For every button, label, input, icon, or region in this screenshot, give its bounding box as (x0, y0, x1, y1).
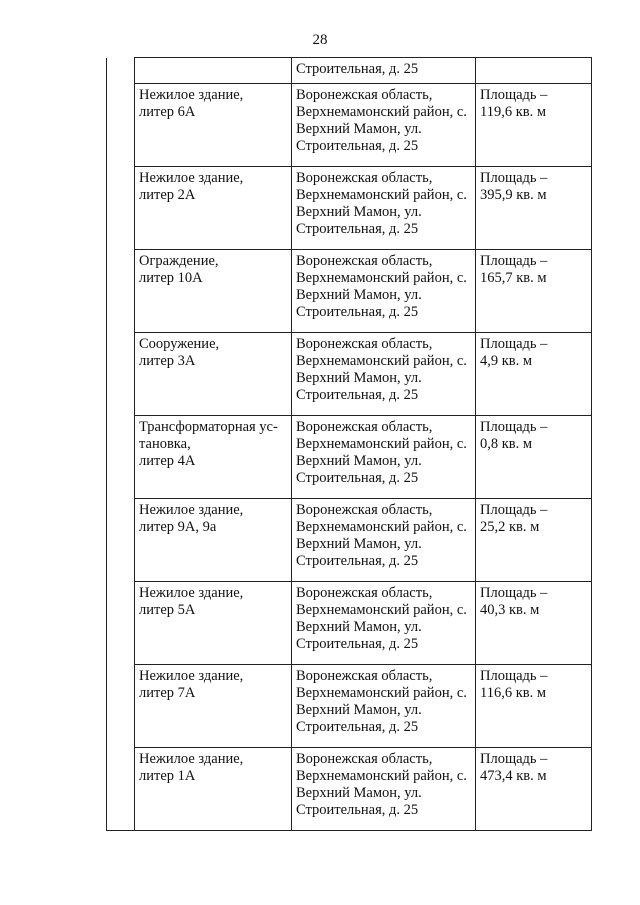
area-line: 25,2 кв. м (480, 519, 540, 535)
name-line: литер 2А (139, 187, 196, 203)
table-row (107, 84, 592, 167)
address-cell (292, 582, 476, 665)
area-line: Площадь – (480, 419, 548, 435)
area-line: Площадь – (480, 253, 548, 269)
property-table (106, 57, 592, 831)
name-line: Нежилое здание, (139, 585, 244, 601)
index-cell (107, 333, 135, 416)
address-line: Верхнемамонский район, с. (296, 353, 467, 369)
address-line: Строительная, д. 25 (296, 221, 419, 237)
area-line: Площадь – (480, 585, 548, 601)
index-cell (107, 499, 135, 582)
area-line: Площадь – (480, 170, 548, 186)
table-row (107, 582, 592, 665)
address-line: Верхний Мамон, ул. (296, 287, 422, 303)
area-line: 395,9 кв. м (480, 187, 547, 203)
address-line: Воронежская область, (296, 585, 433, 601)
area-line: 4,9 кв. м (480, 353, 533, 369)
address-line: Строительная, д. 25 (296, 304, 419, 320)
address-cell (292, 250, 476, 333)
address-line: Воронежская область, (296, 87, 433, 103)
address-line: Верхнемамонский район, с. (296, 519, 467, 535)
name-cell (135, 58, 292, 84)
name-cell (135, 84, 292, 167)
address-line: Воронежская область, (296, 170, 433, 186)
name-line: Нежилое здание, (139, 87, 244, 103)
address-line: Строительная, д. 25 (296, 553, 419, 569)
area-cell (476, 416, 592, 499)
table-row (107, 665, 592, 748)
table-row (107, 499, 592, 582)
address-line: Верхнемамонский район, с. (296, 768, 467, 784)
address-cell (292, 84, 476, 167)
address-cell (292, 665, 476, 748)
index-cell (107, 84, 135, 167)
address-line: Верхний Мамон, ул. (296, 619, 422, 635)
name-line: Нежилое здание, (139, 668, 244, 684)
table-row (107, 167, 592, 250)
area-cell (476, 582, 592, 665)
area-line: 40,3 кв. м (480, 602, 540, 618)
address-line: Верхний Мамон, ул. (296, 204, 422, 220)
area-cell (476, 748, 592, 831)
name-cell (135, 167, 292, 250)
address-line: Верхнемамонский район, с. (296, 187, 467, 203)
name-line: литер 3А (139, 353, 196, 369)
address-line: Строительная, д. 25 (296, 61, 419, 77)
table-row-continuation (107, 58, 592, 84)
index-cell (107, 665, 135, 748)
name-line: Нежилое здание, (139, 502, 244, 518)
address-cell (292, 333, 476, 416)
area-cell (476, 167, 592, 250)
index-cell (107, 250, 135, 333)
address-line: Строительная, д. 25 (296, 636, 419, 652)
address-line: Верхнемамонский район, с. (296, 436, 467, 452)
area-line: 165,7 кв. м (480, 270, 547, 286)
address-line: Строительная, д. 25 (296, 387, 419, 403)
table-row (107, 333, 592, 416)
address-cell (292, 499, 476, 582)
address-line: Воронежская область, (296, 419, 433, 435)
name-cell (135, 499, 292, 582)
index-cell (107, 58, 135, 84)
area-line: Площадь – (480, 502, 548, 518)
address-line: Воронежская область, (296, 336, 433, 352)
name-cell (135, 333, 292, 416)
name-line: литер 7А (139, 685, 196, 701)
index-cell (107, 748, 135, 831)
table-body (107, 58, 592, 831)
index-cell (107, 582, 135, 665)
name-line: Ограждение, (139, 253, 219, 269)
name-line: Нежилое здание, (139, 751, 244, 767)
address-line: Верхнемамонский район, с. (296, 602, 467, 618)
area-line: 473,4 кв. м (480, 768, 547, 784)
area-line: 0,8 кв. м (480, 436, 533, 452)
area-line: Площадь – (480, 87, 548, 103)
address-line: Верхнемамонский район, с. (296, 270, 467, 286)
area-line: Площадь – (480, 751, 548, 767)
address-line: Верхний Мамон, ул. (296, 785, 422, 801)
address-line: Строительная, д. 25 (296, 802, 419, 818)
address-cell (292, 167, 476, 250)
address-line: Верхний Мамон, ул. (296, 536, 422, 552)
name-line: литер 6А (139, 104, 196, 120)
index-cell (107, 416, 135, 499)
name-line: тановка, (139, 436, 191, 452)
area-cell (476, 250, 592, 333)
area-line: Площадь – (480, 336, 548, 352)
area-line: 119,6 кв. м (480, 104, 547, 120)
address-cell (292, 58, 476, 84)
name-cell (135, 416, 292, 499)
address-line: Строительная, д. 25 (296, 719, 419, 735)
address-line: Верхний Мамон, ул. (296, 121, 422, 137)
name-cell (135, 748, 292, 831)
address-line: Верхний Мамон, ул. (296, 702, 422, 718)
name-line: Трансформаторная ус- (139, 419, 278, 435)
area-line: 116,6 кв. м (480, 685, 547, 701)
name-cell (135, 582, 292, 665)
address-line: Строительная, д. 25 (296, 470, 419, 486)
area-cell (476, 333, 592, 416)
name-line: литер 10А (139, 270, 203, 286)
name-line: литер 5А (139, 602, 196, 618)
page-number: 28 (312, 32, 328, 48)
address-line: Верхнемамонский район, с. (296, 104, 467, 120)
address-line: Воронежская область, (296, 502, 433, 518)
name-line: Нежилое здание, (139, 170, 244, 186)
address-line: Воронежская область, (296, 668, 433, 684)
address-line: Верхний Мамон, ул. (296, 370, 422, 386)
area-line: Площадь – (480, 668, 548, 684)
table-row (107, 748, 592, 831)
address-cell (292, 748, 476, 831)
address-line: Воронежская область, (296, 253, 433, 269)
area-cell (476, 84, 592, 167)
area-cell (476, 58, 592, 84)
name-cell (135, 665, 292, 748)
address-line: Верхний Мамон, ул. (296, 453, 422, 469)
name-line: литер 9А, 9а (139, 519, 217, 535)
address-line: Воронежская область, (296, 751, 433, 767)
name-cell (135, 250, 292, 333)
table-row (107, 250, 592, 333)
area-cell (476, 665, 592, 748)
table-row (107, 416, 592, 499)
address-line: Верхнемамонский район, с. (296, 685, 467, 701)
address-cell (292, 416, 476, 499)
name-line: литер 1А (139, 768, 196, 784)
name-line: литер 4А (139, 453, 196, 469)
area-cell (476, 499, 592, 582)
index-cell (107, 167, 135, 250)
name-line: Сооружение, (139, 336, 220, 352)
address-line: Строительная, д. 25 (296, 138, 419, 154)
